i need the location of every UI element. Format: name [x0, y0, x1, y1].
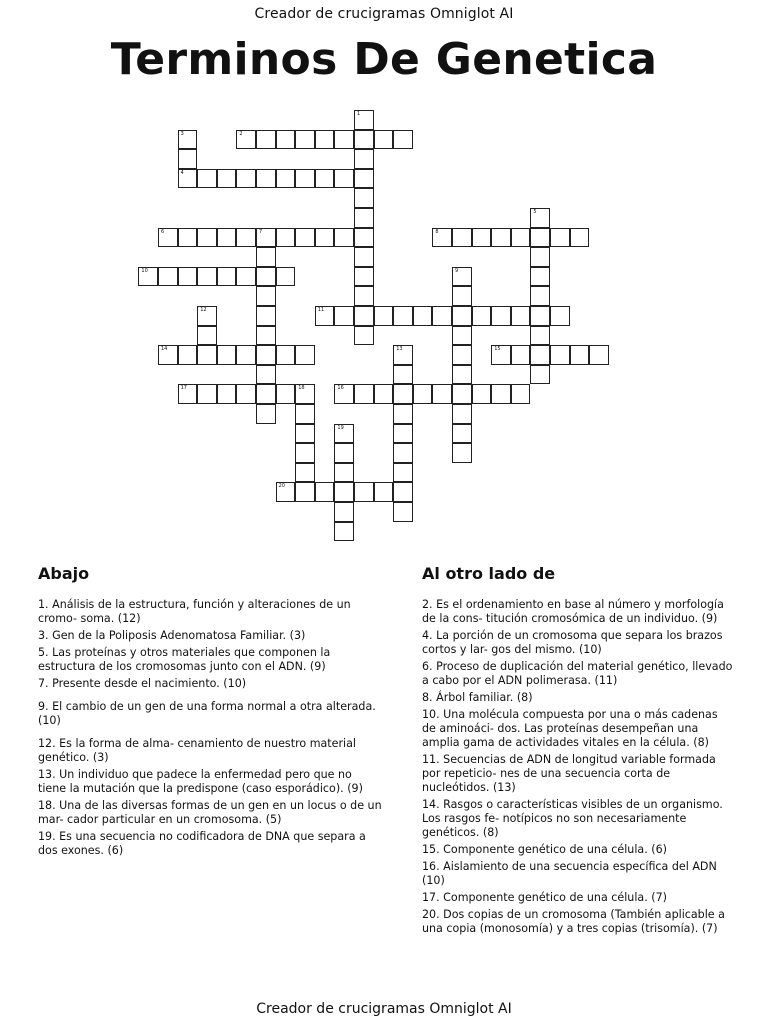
grid-cell[interactable]	[158, 345, 178, 365]
down-clue: 13. Un individuo que padece la enfermedad pero que no tiene la mutación que la predispone (caso esporádico). (9)	[38, 768, 363, 795]
clue-number: 7	[259, 228, 263, 235]
grid-cell[interactable]	[315, 130, 335, 150]
grid-cell[interactable]	[197, 228, 217, 248]
grid-cell[interactable]	[334, 463, 354, 483]
down-clue-list	[38, 598, 382, 861]
down-clue: 3. Gen de la Poliposis Adenomatosa Familiar. (3)	[38, 629, 306, 642]
down-clue: 5. Las proteínas y otros materiales que componen la estructura de los cromosomas junto con el ADN. (9)	[38, 646, 331, 673]
grid-cell[interactable]	[570, 345, 590, 365]
grid-cell[interactable]	[530, 345, 550, 365]
grid-cell[interactable]	[354, 130, 374, 150]
grid-cell[interactable]	[334, 384, 354, 404]
grid-cell[interactable]	[217, 384, 237, 404]
grid-cell[interactable]	[354, 326, 374, 346]
across-clue: 8. Árbol familiar. (8)	[422, 691, 533, 704]
grid-cell[interactable]	[393, 502, 413, 522]
grid-cell[interactable]	[452, 404, 472, 424]
grid-cell[interactable]	[256, 404, 276, 424]
grid-cell[interactable]	[354, 110, 374, 130]
across-clue: 14. Rasgos o características visibles de un organismo. Los rasgos fe- notípicos no son necesariamente genéticos. (8)	[422, 798, 723, 839]
grid-cell[interactable]	[197, 267, 217, 287]
clue-number: 3	[180, 130, 184, 137]
grid-cell[interactable]	[589, 345, 609, 365]
clue-number: 18	[298, 385, 305, 392]
grid-cell[interactable]	[530, 306, 550, 326]
across-clue: 2. Es el ordenamiento en base al número y morfología de la cons- titución cromosómica de un individuo. (9)	[422, 598, 724, 625]
grid-cell[interactable]	[295, 169, 315, 189]
grid-cell[interactable]	[550, 306, 570, 326]
grid-cell[interactable]	[334, 306, 354, 326]
grid-cell[interactable]	[178, 384, 198, 404]
grid-cell[interactable]	[452, 228, 472, 248]
clue-number: 12	[200, 307, 207, 313]
grid-cell[interactable]	[276, 345, 296, 365]
grid-cell[interactable]	[158, 228, 178, 248]
grid-cell[interactable]	[570, 228, 590, 248]
grid-cell[interactable]	[315, 228, 335, 248]
grid-cell[interactable]	[276, 169, 296, 189]
grid-cell[interactable]	[315, 306, 335, 326]
grid-cell[interactable]	[295, 384, 315, 404]
down-clue: 9. El cambio de un gen de una forma normal a otra alterada. (10)	[38, 700, 376, 727]
grid-cell[interactable]	[295, 443, 315, 463]
across-clue: 15. Componente genético de una célula. (6)	[422, 843, 667, 856]
grid-cell[interactable]	[295, 345, 315, 365]
grid-cell[interactable]	[256, 267, 276, 287]
grid-cell[interactable]	[197, 169, 217, 189]
grid-cell[interactable]	[276, 267, 296, 287]
grid-cell[interactable]	[354, 208, 374, 228]
grid-cell[interactable]	[315, 169, 335, 189]
grid-cell[interactable]	[452, 384, 472, 404]
clue-number: 20	[278, 483, 285, 490]
grid-cell[interactable]	[393, 345, 413, 365]
grid-cell[interactable]	[452, 424, 472, 444]
grid-cell[interactable]	[354, 267, 374, 287]
grid-cell[interactable]	[315, 482, 335, 502]
down-clue: 7. Presente desde el nacimiento. (10)	[38, 677, 247, 690]
grid-cell[interactable]	[236, 384, 256, 404]
grid-cell[interactable]	[256, 384, 276, 404]
grid-cell[interactable]	[256, 345, 276, 365]
grid-cell[interactable]	[491, 306, 511, 326]
grid-cell[interactable]	[452, 286, 472, 306]
grid-cell[interactable]	[178, 228, 198, 248]
clue-number: 1	[357, 111, 361, 117]
bottom-credit: Creador de crucigramas Omniglot AI	[256, 1001, 512, 1017]
grid-cell[interactable]	[393, 424, 413, 444]
grid-cell[interactable]	[334, 502, 354, 522]
grid-cell[interactable]	[276, 384, 296, 404]
grid-cell[interactable]	[236, 345, 256, 365]
grid-cell[interactable]	[334, 228, 354, 248]
grid-cell[interactable]	[354, 384, 374, 404]
grid-cell[interactable]	[295, 228, 315, 248]
grid-cell[interactable]	[374, 130, 394, 150]
down-heading: Abajo	[38, 564, 90, 583]
grid-cell[interactable]	[393, 384, 413, 404]
grid-cell[interactable]	[472, 228, 492, 248]
grid-cell[interactable]	[295, 482, 315, 502]
clue-number: 6	[161, 228, 165, 235]
across-clue-list	[422, 598, 734, 939]
clue-number: 16	[337, 385, 344, 392]
across-clue: 10. Una molécula compuesta por una o más cadenas de aminoáci- dos. Las proteínas desempeñan una amplia gama de actividades vitales en la célula. (8)	[422, 708, 718, 749]
grid-cell[interactable]	[276, 228, 296, 248]
grid-cell[interactable]	[236, 267, 256, 287]
grid-cell[interactable]	[334, 443, 354, 463]
clue-number: 15	[494, 346, 501, 353]
grid-cell[interactable]	[256, 286, 276, 306]
grid-cell[interactable]	[138, 267, 158, 287]
grid-cell[interactable]	[197, 306, 217, 326]
grid-cell[interactable]	[276, 482, 296, 502]
grid-cell[interactable]	[530, 247, 550, 267]
clue-number: 9	[455, 267, 459, 274]
clue-number: 8	[435, 228, 439, 235]
grid-cell[interactable]	[334, 424, 354, 444]
clue-number: 2	[239, 130, 243, 137]
clue-number: 13	[396, 346, 403, 353]
grid-cell[interactable]	[530, 365, 550, 385]
grid-cell[interactable]	[178, 267, 198, 287]
grid-cell[interactable]	[393, 130, 413, 150]
top-credit: Creador de crucigramas Omniglot AI	[254, 6, 514, 22]
grid-cell[interactable]	[236, 169, 256, 189]
grid-cell[interactable]	[452, 443, 472, 463]
grid-cell[interactable]	[197, 384, 217, 404]
grid-cell[interactable]	[178, 169, 198, 189]
grid-cell[interactable]	[178, 345, 198, 365]
grid-cell[interactable]	[530, 228, 550, 248]
grid-cell[interactable]	[491, 228, 511, 248]
grid-cell[interactable]	[374, 482, 394, 502]
grid-cell[interactable]	[178, 149, 198, 169]
grid-cell[interactable]	[354, 306, 374, 326]
grid-cell[interactable]	[374, 384, 394, 404]
grid-cell[interactable]	[472, 384, 492, 404]
grid-cell[interactable]	[236, 228, 256, 248]
grid-cell[interactable]	[354, 482, 374, 502]
grid-cell[interactable]	[217, 345, 237, 365]
clue-number: 4	[180, 169, 184, 176]
grid-cell[interactable]	[530, 286, 550, 306]
grid-cell[interactable]	[334, 522, 354, 542]
grid-cell[interactable]	[217, 228, 237, 248]
across-clue: 17. Componente genético de una célula. (7)	[422, 891, 667, 904]
grid-cell[interactable]	[511, 384, 531, 404]
grid-cell[interactable]	[393, 365, 413, 385]
grid-cell[interactable]	[550, 345, 570, 365]
grid-cell[interactable]	[217, 267, 237, 287]
grid-cell[interactable]	[393, 482, 413, 502]
grid-cell[interactable]	[354, 247, 374, 267]
page-title: Terminos De Genetica	[110, 34, 658, 85]
across-clue: 16. Aislamiento de una secuencia específica del ADN (10)	[422, 860, 717, 887]
grid-cell[interactable]	[511, 345, 531, 365]
grid-cell[interactable]	[256, 326, 276, 346]
down-clue: 1. Análisis de la estructura, función y alteraciones de un cromo- soma. (12)	[38, 598, 351, 625]
grid-cell[interactable]	[276, 130, 296, 150]
grid-cell[interactable]	[393, 463, 413, 483]
grid-cell[interactable]	[530, 208, 550, 228]
grid-cell[interactable]	[452, 267, 472, 287]
grid-cell[interactable]	[374, 306, 394, 326]
grid-cell[interactable]	[452, 306, 472, 326]
grid-cell[interactable]	[550, 228, 570, 248]
grid-cell[interactable]	[256, 169, 276, 189]
grid-cell[interactable]	[452, 326, 472, 346]
grid-cell[interactable]	[158, 267, 178, 287]
grid-cell[interactable]	[354, 228, 374, 248]
grid-cell[interactable]	[334, 130, 354, 150]
down-clue: 19. Es una secuencia no codificadora de DNA que separa a dos exones. (6)	[38, 830, 366, 857]
grid-cell[interactable]	[452, 365, 472, 385]
grid-cell[interactable]	[197, 326, 217, 346]
grid-cell[interactable]	[393, 306, 413, 326]
grid-cell[interactable]	[197, 345, 217, 365]
grid-cell[interactable]	[530, 326, 550, 346]
grid-cell[interactable]	[256, 247, 276, 267]
grid-cell[interactable]	[334, 482, 354, 502]
clue-number: 14	[161, 346, 168, 353]
grid-cell[interactable]	[393, 404, 413, 424]
grid-cell[interactable]	[256, 365, 276, 385]
grid-cell[interactable]	[295, 130, 315, 150]
clue-number: 17	[180, 385, 187, 392]
down-clue: 18. Una de las diversas formas de un gen en un locus o de un mar- cador particular en un cromosoma. (5)	[38, 799, 382, 826]
clue-number: 11	[317, 307, 325, 313]
grid-cell[interactable]	[452, 345, 472, 365]
grid-cell[interactable]	[178, 130, 198, 150]
across-clue: 4. La porción de un cromosoma que separa los brazos cortos y lar- gos del mismo. (10)	[422, 629, 723, 656]
grid-cell[interactable]	[256, 130, 276, 150]
grid-cell[interactable]	[432, 384, 452, 404]
grid-cell[interactable]	[511, 306, 531, 326]
grid-cell[interactable]	[413, 384, 433, 404]
grid-cell[interactable]	[217, 169, 237, 189]
clue-number: 5	[533, 209, 537, 215]
grid-cell[interactable]	[236, 130, 256, 150]
clue-number: 19	[337, 424, 344, 431]
grid-cell[interactable]	[491, 384, 511, 404]
grid-cell[interactable]	[491, 345, 511, 365]
grid-cell[interactable]	[530, 267, 550, 287]
grid-cell[interactable]	[432, 306, 452, 326]
grid-cell[interactable]	[354, 169, 374, 189]
grid-cell[interactable]	[295, 424, 315, 444]
grid-cell[interactable]	[354, 188, 374, 208]
grid-cell[interactable]	[393, 443, 413, 463]
down-clue: 12. Es la forma de alma- cenamiento de nuestro material genético. (3)	[38, 737, 356, 764]
grid-cell[interactable]	[354, 286, 374, 306]
grid-cell[interactable]	[295, 463, 315, 483]
across-clue: 20. Dos copias de un cromosoma (También aplicable a una copia (monosomía) y a tres copias (trisomía). (7)	[422, 908, 725, 935]
grid-cell[interactable]	[295, 404, 315, 424]
across-clue: 6. Proceso de duplicación del material genético, llevado a cabo por el ADN polimerasa. (11)	[422, 660, 733, 687]
grid-cell[interactable]	[354, 149, 374, 169]
across-heading: Al otro lado de	[422, 564, 556, 583]
grid-cell[interactable]	[432, 228, 452, 248]
grid-cell[interactable]	[413, 306, 433, 326]
grid-cell[interactable]	[334, 169, 354, 189]
grid-cell[interactable]	[472, 306, 492, 326]
across-clue: 11. Secuencias de ADN de longitud variable formada por repeticio- nes de una secuencia corta de nucleótidos. (13)	[422, 753, 716, 794]
grid-cell[interactable]	[256, 306, 276, 326]
clue-number: 10	[141, 267, 148, 274]
grid-cell[interactable]	[511, 228, 531, 248]
grid-cell[interactable]	[256, 228, 276, 248]
